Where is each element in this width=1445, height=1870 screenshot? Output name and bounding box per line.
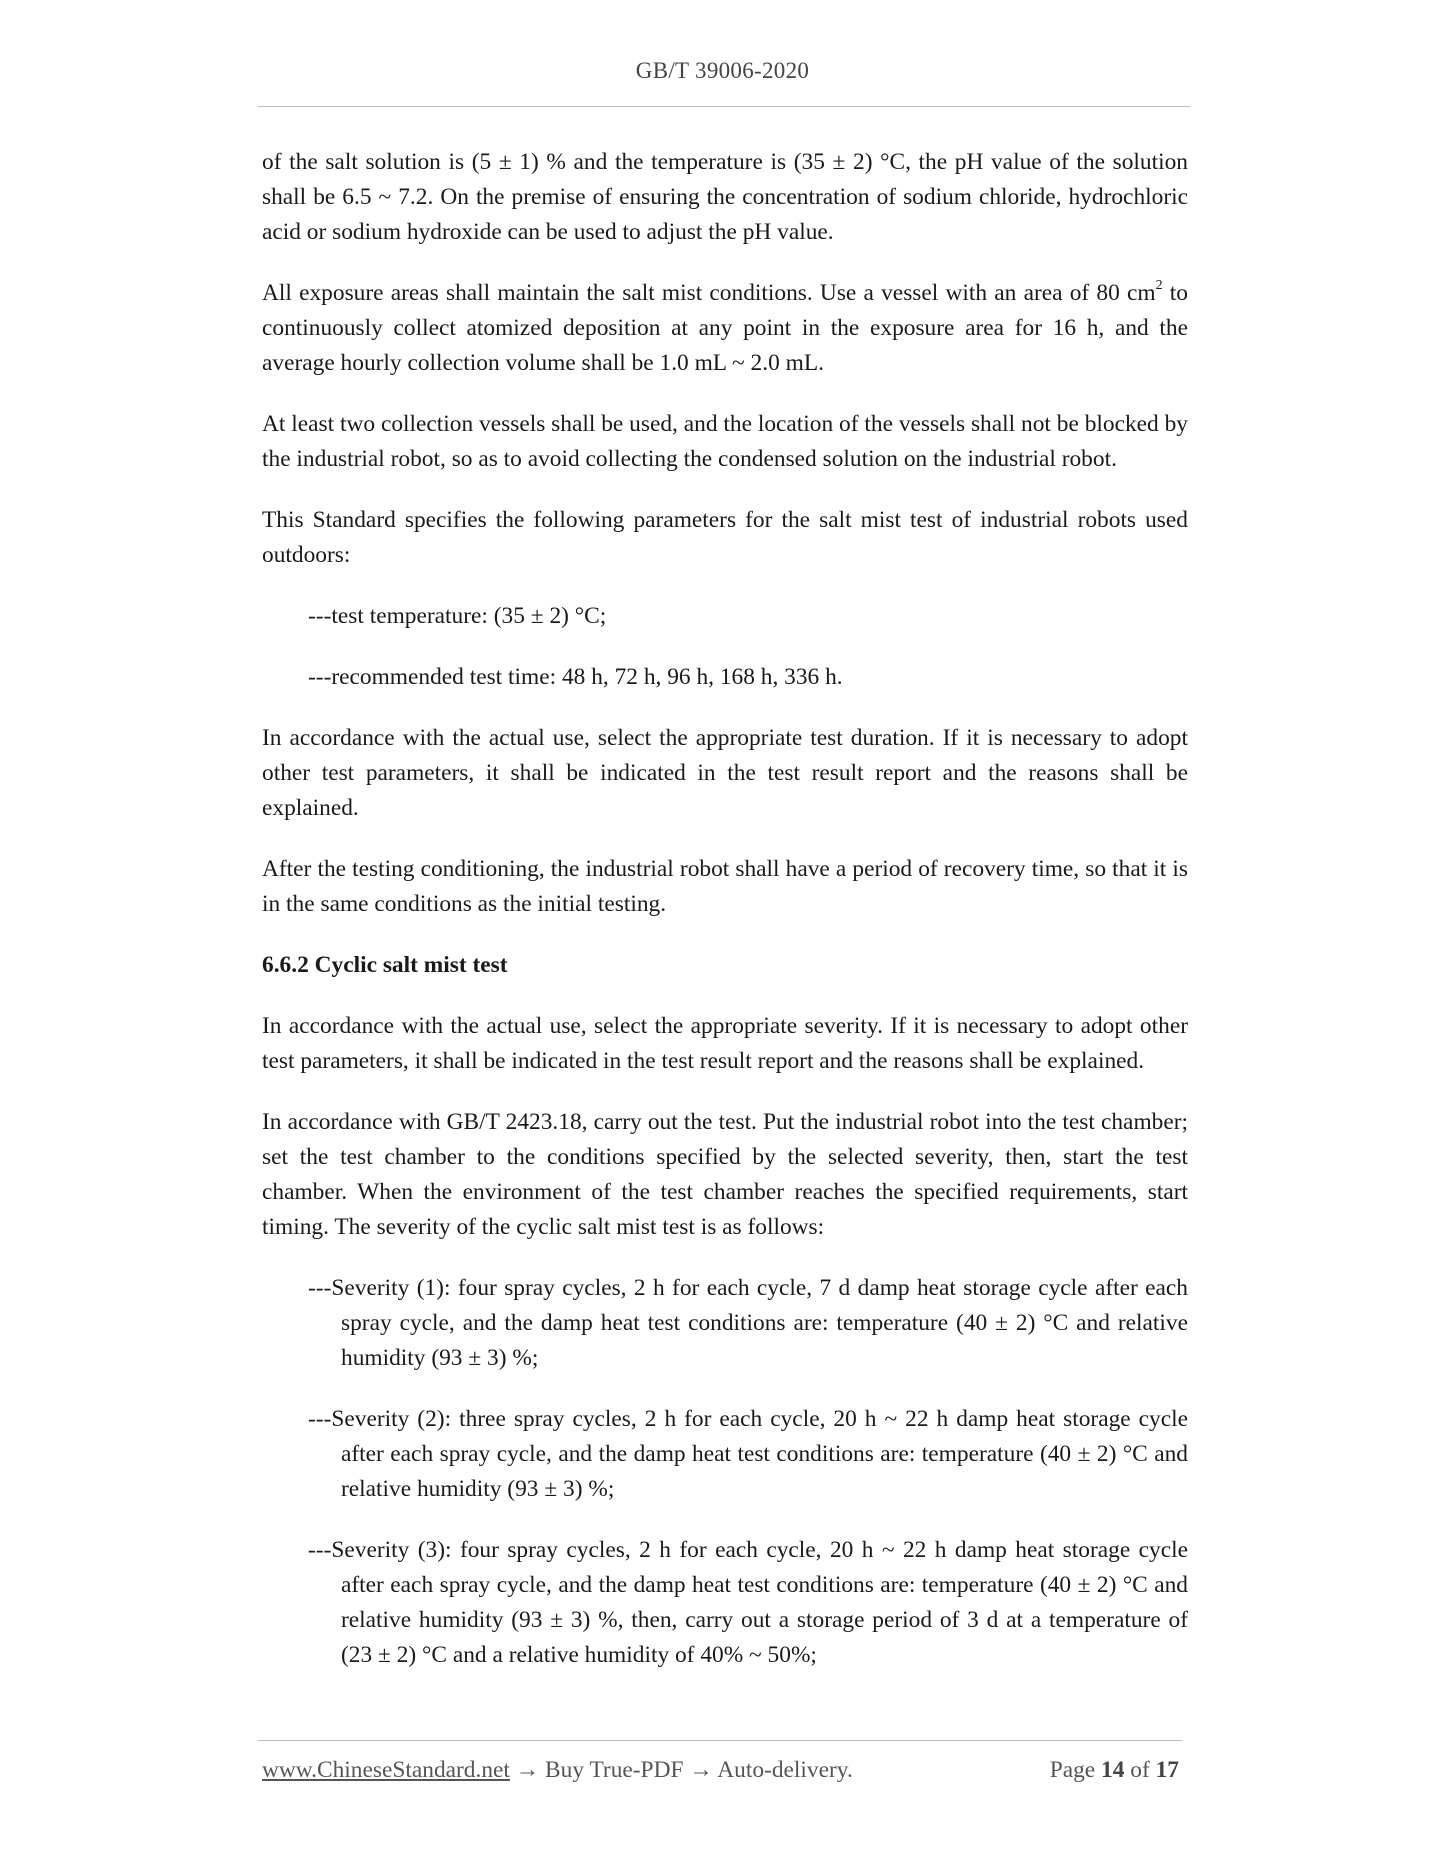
paragraph: In accordance with the actual use, select the appropriate severity. If it is necessary to adopt other test parameters, it shall be indicated in the test result report and the reasons shall be explained. bbox=[262, 1013, 1188, 1074]
superscript: 2 bbox=[1155, 278, 1163, 294]
page-label: Page bbox=[1049, 1757, 1102, 1783]
paragraph-text: All exposure areas shall maintain the salt mist conditions. Use a vessel with an area of 80 cm bbox=[262, 280, 1156, 306]
paragraph-text: to continuously collect atomized deposition at any point in the exposure area for 16 h, and the average hourly collection volume shall be 1.0 mL ~ 2.0 mL. bbox=[262, 280, 1188, 376]
page-header: GB/T 39006-2020 bbox=[635, 58, 810, 83]
website-link[interactable]: www.ChineseStandard.net bbox=[262, 1757, 510, 1783]
page-indicator bbox=[1050, 1757, 1179, 1784]
paragraph: After the testing conditioning, the industrial robot shall have a period of recovery time, so that it is in the same conditions as the initial testing. bbox=[262, 856, 1188, 917]
list-item: ---recommended test time: 48 h, 72 h, 96 h, 168 h, 336 h. bbox=[308, 664, 843, 690]
header-divider bbox=[258, 106, 1190, 107]
paragraph: At least two collection vessels shall be used, and the location of the vessels shall not be blocked by the industrial robot, so as to avoid collecting the condensed solution on the industrial robot. bbox=[262, 411, 1188, 472]
footer-promo-text: → Buy True-PDF → Auto-delivery. bbox=[509, 1757, 853, 1783]
list-item: ---Severity (3): four spray cycles, 2 h for each cycle, 20 h ~ 22 h damp heat storage cycle after each spray cycle, and the damp heat test conditions are: temperature (40 ± 2) °C and relative humidity (93 ± 3) %, then, carry out a storage period of 3 d at a temperature of (23 ± 2) °C and a relative humidity of 40% ~ 50%; bbox=[308, 1537, 1188, 1668]
of-label: of bbox=[1124, 1757, 1156, 1783]
page-number: 14 bbox=[1101, 1757, 1125, 1783]
paragraph: In accordance with the actual use, select the appropriate test duration. If it is necessary to adopt other test parameters, it shall be indicated in the test result report and the reasons shall be explained. bbox=[262, 725, 1188, 821]
paragraph: of the salt solution is (5 ± 1) % and the temperature is (35 ± 2) °C, the pH value of the solution shall be 6.5 ~ 7.2. On the premise of ensuring the concentration of sodium chloride, hydrochloric acid or sodium hydroxide can be used to adjust the pH value. bbox=[262, 149, 1188, 245]
section-heading: 6.6.2 Cyclic salt mist test bbox=[262, 952, 508, 978]
footer-promo bbox=[262, 1757, 853, 1784]
list-item: ---test temperature: (35 ± 2) °C; bbox=[308, 603, 607, 629]
paragraph: This Standard specifies the following parameters for the salt mist test of industrial robots used outdoors: bbox=[262, 507, 1188, 568]
paragraph bbox=[262, 276, 1188, 381]
paragraph: In accordance with GB/T 2423.18, carry out the test. Put the industrial robot into the test chamber; set the test chamber to the conditions specified by the selected severity, then, start the test chamber. When the environment of the test chamber reaches the specified requirements, start timing. The severity of the cyclic salt mist test is as follows: bbox=[262, 1109, 1188, 1240]
list-item: ---Severity (2): three spray cycles, 2 h for each cycle, 20 h ~ 22 h damp heat storage cycle after each spray cycle, and the damp heat test conditions are: temperature (40 ± 2) °C and relative humidity (93 ± 3) %; bbox=[308, 1406, 1188, 1502]
list-item: ---Severity (1): four spray cycles, 2 h for each cycle, 7 d damp heat storage cycle after each spray cycle, and the damp heat test conditions are: temperature (40 ± 2) °C and relative humidity (93 ± 3) %; bbox=[308, 1275, 1188, 1371]
page-body bbox=[262, 145, 1188, 1699]
page-total: 17 bbox=[1155, 1757, 1179, 1783]
footer-divider bbox=[258, 1740, 1182, 1741]
